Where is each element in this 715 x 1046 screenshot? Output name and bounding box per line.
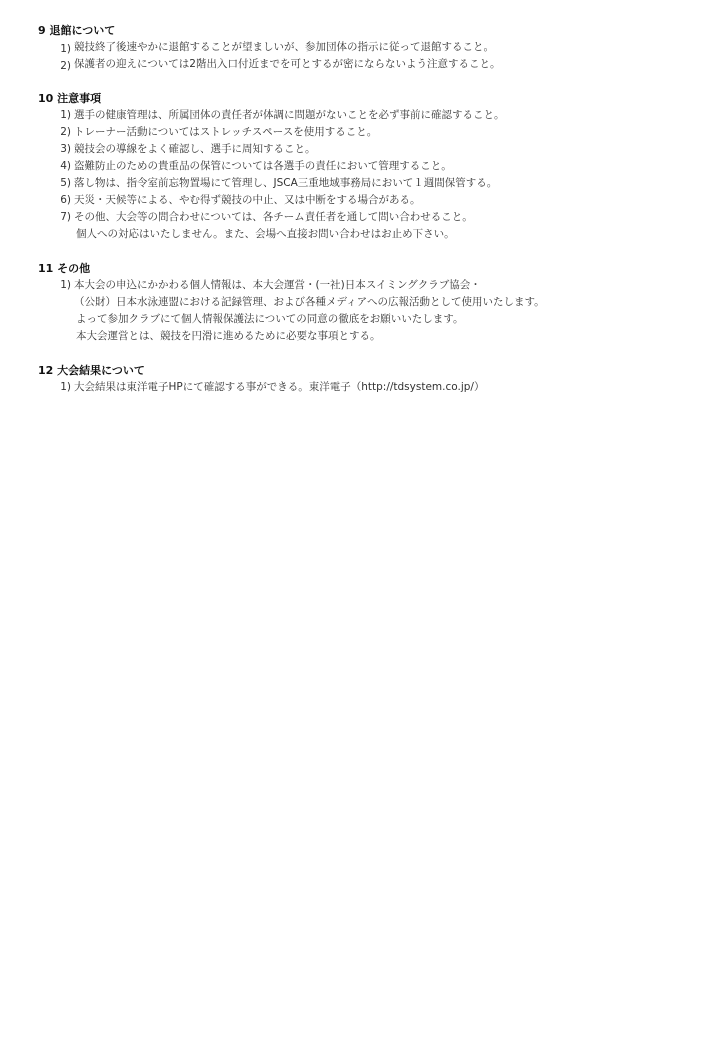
section-results bbox=[38, 362, 698, 396]
list-item bbox=[38, 107, 698, 124]
item-text: 本大会の申込にかかわる個人情報は、本大会運営・(一社)日本スイミングクラブ協会・ bbox=[74, 279, 481, 291]
list-item bbox=[38, 158, 698, 175]
item-text: 天災・天候等による、やむ得ず競技の中止、又は中断をする場合がある。 bbox=[74, 194, 421, 206]
section-other bbox=[38, 260, 698, 345]
item-text-continued: よって参加クラブにて個人情報保護法についての同意の徹底をお願いいたします。 bbox=[76, 313, 464, 325]
item-text: その他、大会等の問合わせについては、各チーム責任者を通して問い合わせること。 bbox=[74, 211, 473, 223]
section-title: 10 注意事項 bbox=[38, 92, 102, 105]
item-number: 2) bbox=[60, 60, 71, 72]
list-item bbox=[38, 192, 698, 209]
item-text: トレーナー活動についてはストレッチスペースを使用すること。 bbox=[74, 126, 378, 138]
section-exit bbox=[38, 22, 698, 73]
list-item bbox=[38, 124, 698, 141]
item-text: 保護者の迎えについては2階出入口付近までを可とするが密にならないよう注意すること。 bbox=[74, 58, 501, 70]
section-title: 9 退館について bbox=[38, 24, 116, 37]
list-item bbox=[38, 277, 698, 345]
item-number: 1) bbox=[60, 381, 71, 393]
item-number: 7) bbox=[60, 211, 71, 223]
section-title: 11 その他 bbox=[38, 262, 91, 275]
item-text: 選手の健康管理は、所属団体の責任者が体調に問題がないことを必ず事前に確認すること。 bbox=[74, 109, 505, 121]
item-text: 落し物は、指令室前忘物置場にて管理し、JSCA三重地域事務局において１週間保管する。 bbox=[74, 177, 498, 189]
item-text: 盗難防止のための貴重品の保管については各選手の責任において管理すること。 bbox=[74, 160, 452, 172]
item-text: 競技会の導線をよく確認し、選手に周知すること。 bbox=[74, 143, 316, 155]
document-page bbox=[38, 22, 698, 413]
item-number: 4) bbox=[60, 160, 71, 172]
item-number: 1) bbox=[60, 109, 71, 121]
item-text-continued: 個人への対応はいたしません。また、会場へ直接お問い合わせはお止め下さい。 bbox=[76, 228, 455, 240]
item-text: 競技終了後速やかに退館することが望ましいが、参加団体の指示に従って退館すること。 bbox=[74, 41, 494, 53]
item-number: 5) bbox=[60, 177, 71, 189]
section-notes bbox=[38, 90, 698, 243]
list-item bbox=[38, 141, 698, 158]
item-number: 1) bbox=[60, 43, 71, 55]
list-item bbox=[38, 39, 698, 56]
list-item bbox=[38, 379, 698, 396]
item-number: 3) bbox=[60, 143, 71, 155]
list-item bbox=[38, 56, 698, 73]
item-text-continued: （公財）日本水泳連盟における記録管理、および各種メディアへの広報活動として使用いたします。 bbox=[74, 296, 545, 308]
item-number: 1) bbox=[60, 279, 71, 291]
item-text-continued: 本大会運営とは、競技を円滑に進めるために必要な事項とする。 bbox=[76, 330, 381, 342]
item-number: 6) bbox=[60, 194, 71, 206]
list-item bbox=[38, 175, 698, 192]
item-text: 大会結果は東洋電子HPにて確認する事ができる。東洋電子（http://tdsystem.co.jp/） bbox=[74, 381, 485, 393]
item-number: 2) bbox=[60, 126, 71, 138]
list-item bbox=[38, 209, 698, 243]
section-title: 12 大会結果について bbox=[38, 364, 145, 377]
